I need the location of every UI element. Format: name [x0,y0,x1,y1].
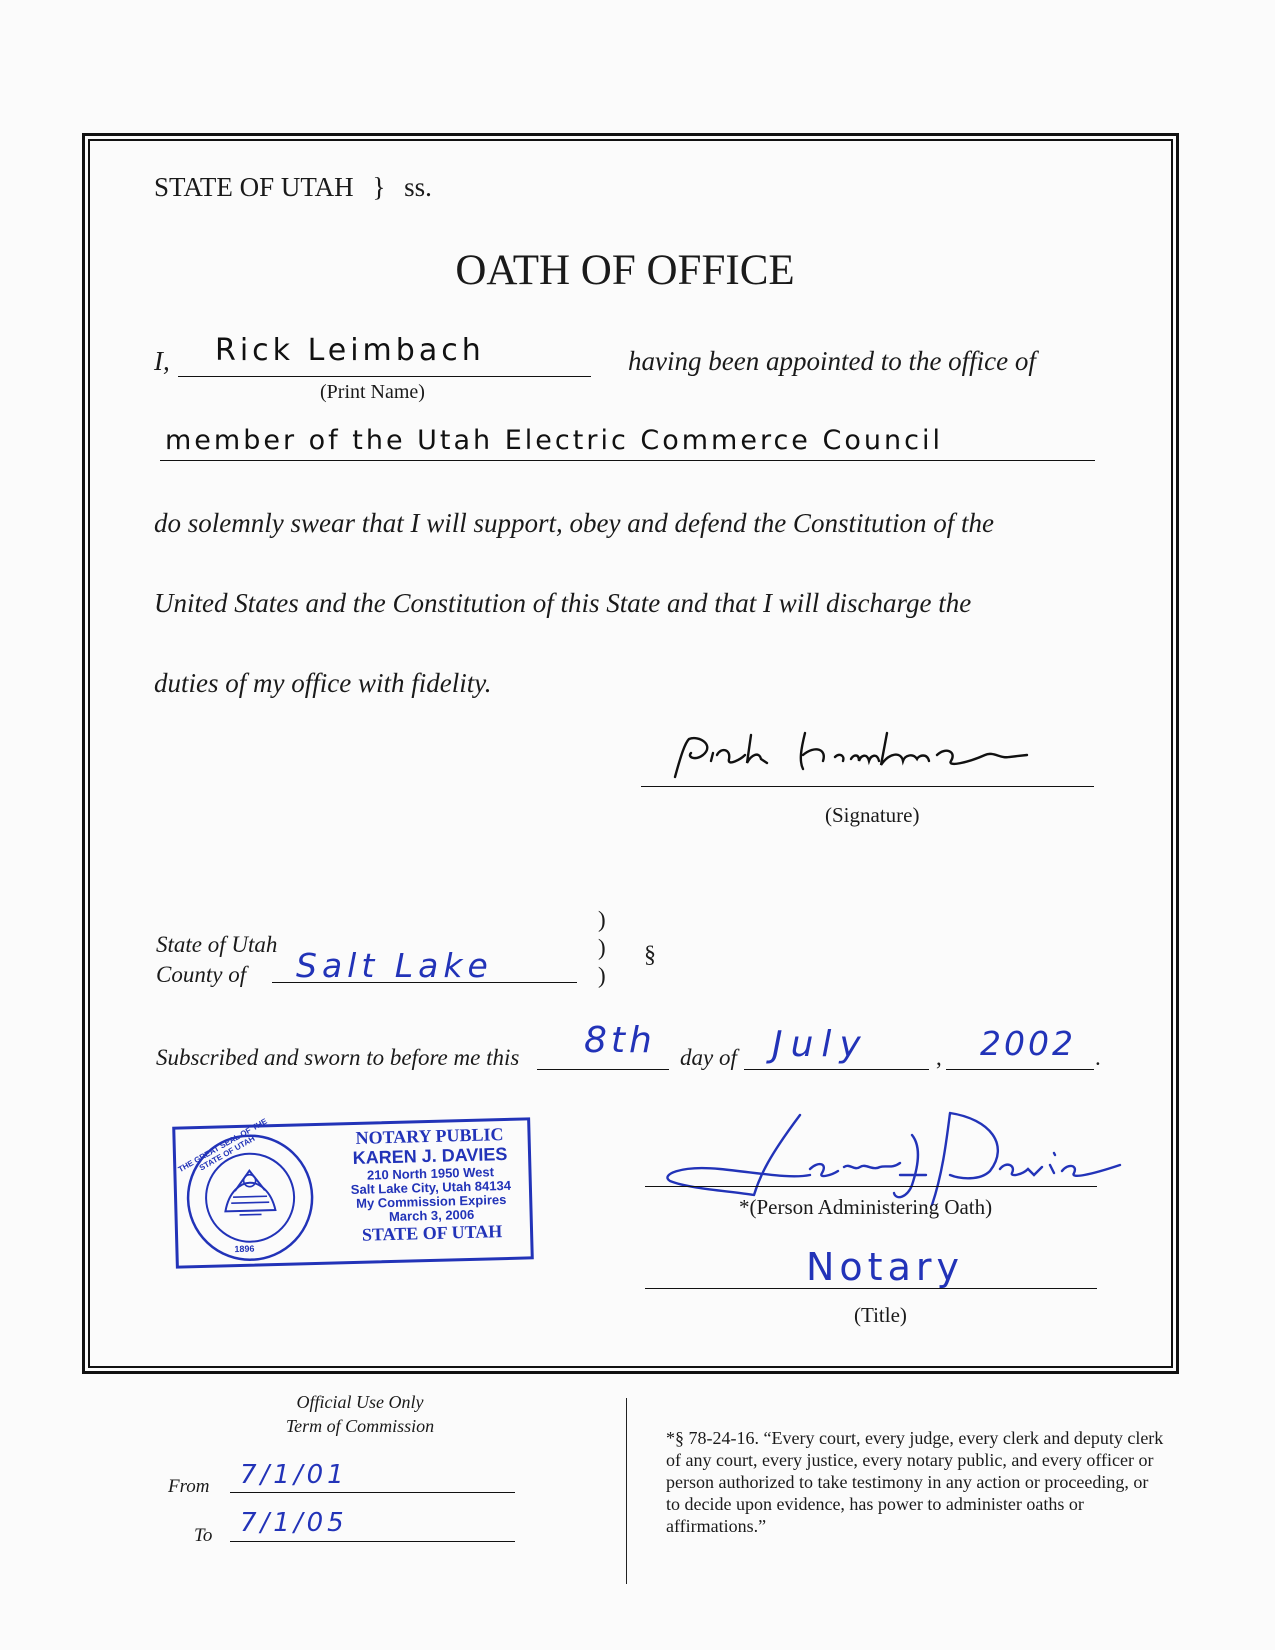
seal-year: 1896 [234,1243,255,1255]
bottom-divider [626,1398,627,1584]
stamp-address: 210 North 1950 West [366,1163,495,1183]
office-handwritten[interactable]: member of the Utah Electric Commerce Council [165,425,943,456]
county-line [272,982,577,983]
subscribed-text: Subscribed and sworn to before me this [156,1045,520,1070]
stamp-text-block [331,1124,530,1246]
i-label: I, [154,346,170,376]
oath-line-2: United States and the Constitution of this State and that I will discharge the [154,588,972,618]
paren-2: ) [598,935,606,960]
stamp-city: Salt Lake City, Utah 84134 [350,1177,512,1197]
from-line [230,1492,515,1493]
to-line [230,1541,515,1542]
from-handwritten[interactable]: 7/1/01 [240,1460,348,1490]
stamp-expires-date: March 3, 2006 [388,1207,475,1225]
ss-label: ss. [404,172,432,202]
stamp-notary-public: NOTARY PUBLIC [355,1124,504,1148]
paren-1: ) [598,907,606,932]
year-line [946,1069,1094,1070]
title-label: (Title) [854,1303,907,1327]
day-handwritten[interactable]: 8th [584,1020,656,1061]
seal-ring-text: THE GREAT SEAL OF THE STATE OF UTAH [176,1116,269,1175]
oath-signature [655,715,1095,785]
state-of-utah-label: State of Utah [156,932,278,957]
signature-label: (Signature) [825,803,920,827]
comma: , [936,1045,942,1070]
oath-line-3: duties of my office with fidelity. [154,668,492,698]
year-handwritten[interactable]: 2002 [980,1024,1076,1063]
paren-3: ) [598,963,606,988]
to-handwritten[interactable]: 7/1/05 [240,1508,348,1538]
title-line [645,1288,1097,1289]
administrator-label: *(Person Administering Oath) [739,1195,993,1219]
statute-footnote: *§ 78-24-16. “Every court, every judge, every clerk and deputy clerk of any court, every justice, every notary public, and every officer or person authorized to take testimony in any action or proceeding, or to decide upon evidence, has power to administer oaths or affirmations.” [666,1428,1164,1536]
name-handwritten[interactable]: Rick Leimbach [215,333,485,368]
county-handwritten[interactable]: Salt Lake [296,946,493,985]
state-name: STATE OF UTAH [154,172,354,202]
stamp-expires-label: My Commission Expires [355,1192,507,1212]
section-symbol: § [644,942,656,968]
to-label: To [194,1525,213,1546]
stamp-notary-name: KAREN J. DAVIES [352,1143,508,1168]
from-label: From [168,1476,210,1497]
office-line [160,460,1095,461]
signature-line [641,786,1094,787]
day-line [537,1069,669,1070]
appointed-text: having been appointed to the office of [628,346,1036,376]
day-of-label: day of [680,1045,737,1070]
oath-line-1: do solemnly swear that I will support, obey and defend the Constitution of the [154,508,994,538]
print-name-label: (Print Name) [320,381,425,403]
name-line [178,376,591,377]
month-line [744,1069,929,1070]
stamp-state: STATE OF UTAH [361,1220,503,1245]
term-label: Term of Commission [285,1416,435,1436]
page-title: OATH OF OFFICE [455,247,795,294]
notary-stamp [172,1117,534,1268]
title-handwritten[interactable]: Notary [806,1245,964,1289]
state-header [154,172,432,203]
official-use-label: Official Use Only [296,1392,424,1412]
brace: } [372,172,386,202]
month-handwritten[interactable]: July [772,1024,869,1065]
county-label: County of [156,962,247,987]
administrator-line [645,1186,1097,1187]
period: . [1095,1045,1101,1070]
